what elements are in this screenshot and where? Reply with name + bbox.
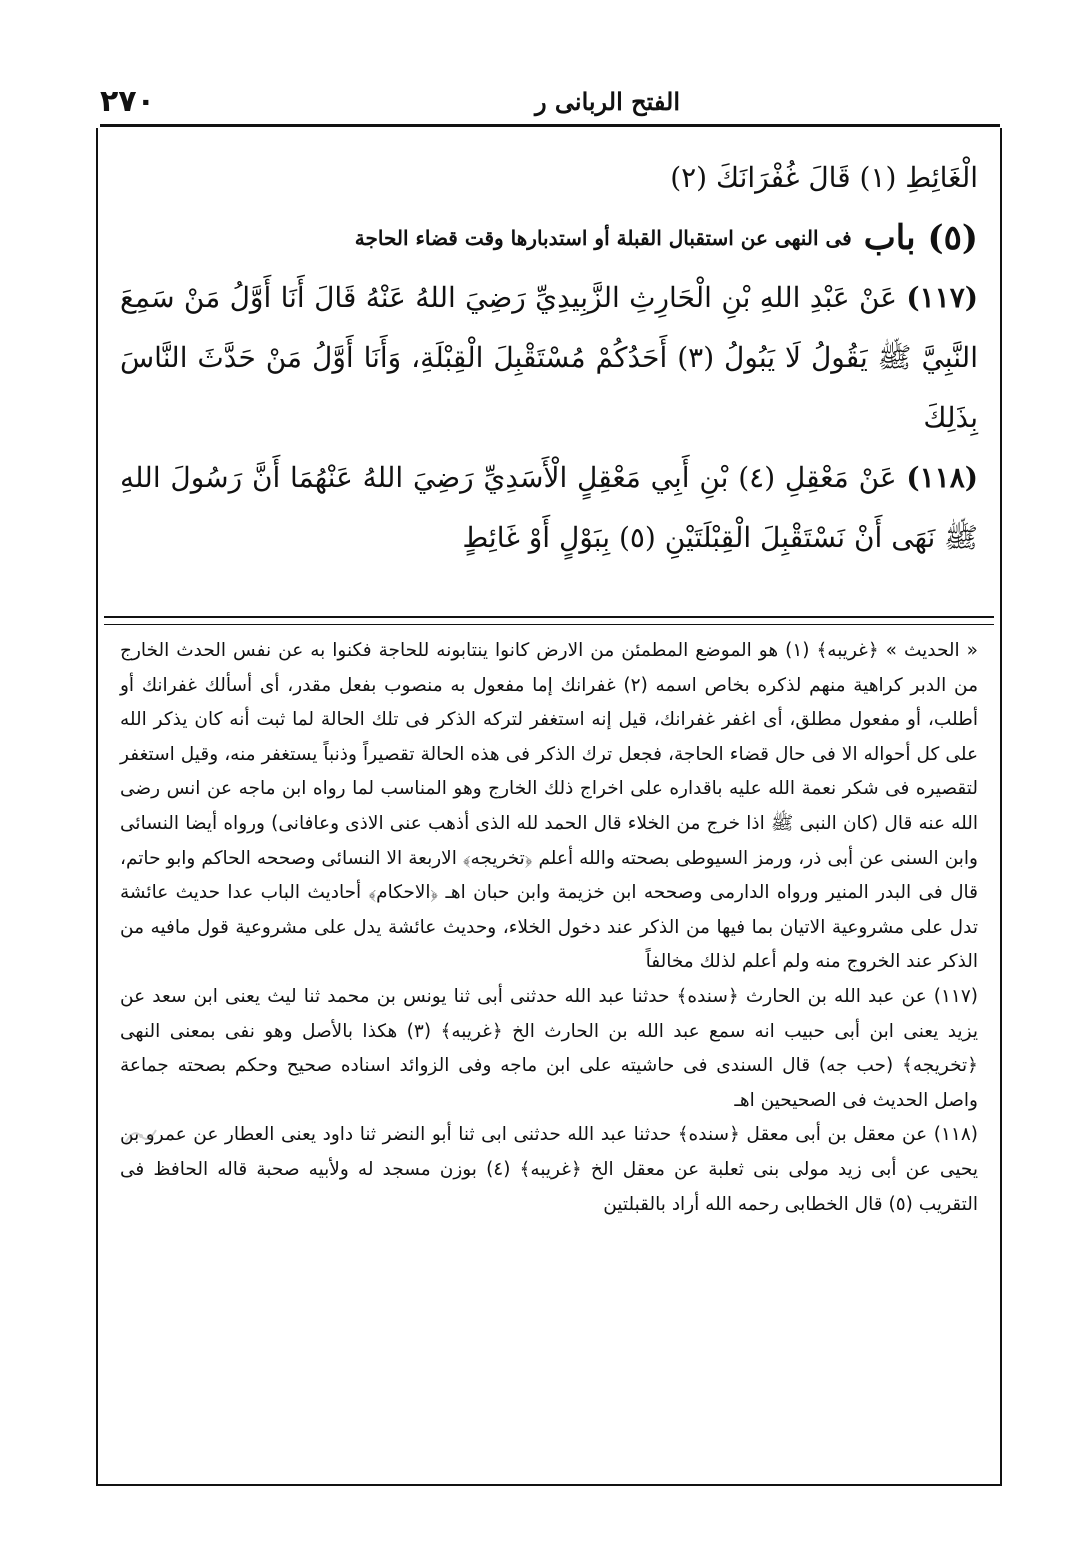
hadith-118 bbox=[120, 448, 978, 568]
hadith-text: عَنْ عَبْدِ اللهِ بْنِ الْحَارِثِ الزَّبِيدِيِّ رَضِيَ اللهُ عَنْهُ قَالَ أَنَا أَوَّلُ مَنْ سَمِعَ النَّبِيَّ ﷺ يَقُولُ لَا يَبُولُ (٣) أَحَدُكُمْ مُسْتَقْبِلَ الْقِبْلَةِ، وَأَنَا أَوَّلُ مَنْ حَدَّثَ النَّاسَ بِذَلِكَ bbox=[120, 281, 978, 434]
page-number: ٢٧٠ bbox=[100, 84, 155, 119]
hadith-text: عَنْ مَعْقِلِ (٤) بْنِ أَبِي مَعْقِلٍ الْأَسَدِيِّ رَضِيَ اللهُ عَنْهُمَا أَنَّ رَسُولَ اللهِ ﷺ نَهَى أَنْ نَسْتَقْبِلَ الْقِبْلَتَيْنِ (٥) بِبَوْلٍ أَوْ غَائِطٍ bbox=[120, 461, 978, 554]
chapter-word: باب bbox=[863, 218, 916, 258]
continuation-line: الْغَائِطِ (١) قَالَ غُفْرَانَكَ (٢) bbox=[670, 161, 978, 194]
main-text bbox=[120, 148, 978, 568]
hadith-number: (١١٧) bbox=[906, 281, 978, 314]
page-frame bbox=[96, 128, 1002, 1486]
page-header bbox=[100, 82, 1000, 127]
footnotes bbox=[120, 634, 978, 1222]
chapter-heading bbox=[120, 208, 978, 268]
ornament-icon bbox=[124, 1126, 158, 1146]
hadith-number: (١١٨) bbox=[906, 461, 979, 494]
chapter-number: (٥) bbox=[927, 218, 978, 258]
footnote-hadith-commentary: « الحديث » ﴿غريبه﴾ (١) هو الموضع المطمئن من الارض كانوا ينتابونه للحاجة فكنوا به عن نفس الحدث الخارج من الدبر كراهية منهم لذكره بخاص اسمه (٢) غفرانك إما مفعول به منصوب بفعل مقدر، أى أسألك غفرانك أو أطلب، أو مفعول مطلق، أى اغفر غفرانك، قيل إنه استغفر لتركه الذكر فى تلك الحالة لما ثبت أنه كان يذكر الله على كل أحواله الا فى حال قضاء الحاجة، فجعل ترك الذكر فى هذه الحالة تقصيراً وذنباً يستغفر منه، وقيل استغفر لتقصيره فى شكر نعمة الله عليه باقداره على اخراج ذلك الخارج وهو المناسب لما رواه ابن ماجه عن انس رضى الله عنه قال (كان النبى ﷺ اذا خرج من الخلاء قال الحمد لله الذى أذهب عنى الاذى وعافانى) ورواه أيضا النسائى وابن السنى عن أبى ذر، ورمز السيوطى بصحته والله أعلم ﴿تخريجه﴾ الاربعة الا النسائى وصححه الحاكم وابو حاتم، قال فى البدر المنير ورواه الدارمى وصححه ابن خزيمة وابن حبان اهـ ﴿الاحكام﴾ أحاديث الباب عدا حديث عائشة تدل على مشروعية الاتيان بما فيها من الذكر عند دخول الخلاء، وحديث عائشة يدل على مشروعية قول مافيه من الذكر عند الخروج منه ولم أعلم لذلك مخالفاً bbox=[120, 640, 978, 973]
footnote-118: (١١٨) عن معقل بن أبى معقل ﴿سنده﴾ حدثنا عبد الله حدثنى ابى ثنا أبو النضر ثنا داود يعنى العطار عن عمرو بن يحيى عن أبى زيد مولى بنى ثعلبة عن معقل الخ ﴿غريبه﴾ (٤) بوزن مسجد له ولأبيه صحبة قاله الحافظ فى التقريب (٥) قال الخطابى رحمه الله أراد بالقبلتين bbox=[120, 1124, 979, 1215]
hadith-117 bbox=[120, 268, 978, 448]
footnote-separator bbox=[104, 616, 994, 625]
chapter-title: فى النهى عن استقبال القبلة أو استدبارها وقت قضاء الحاجة bbox=[354, 226, 852, 250]
footnote-117: (١١٧) عن عبد الله بن الحارث ﴿سنده﴾ حدثنا عبد الله حدثنى أبى ثنا يونس بن محمد ثنا ليث يعنى ابن سعد عن يزيد يعنى ابن أبى حبيب انه سمع عبد الله بن الحارث الخ ﴿غريبه﴾ (٣) هكذا بالأصل وهو نفى بمعنى النهى ﴿تخريجه﴾ (حب جه) قال السندى فى حاشيته على ابن ماجه وفى الزوائد اسناده صحيح وحكم بصحته جماعة واصل الحديث فى الصحيحين اهـ bbox=[120, 985, 978, 1111]
running-title: الفتح الربانى ر bbox=[534, 87, 680, 116]
